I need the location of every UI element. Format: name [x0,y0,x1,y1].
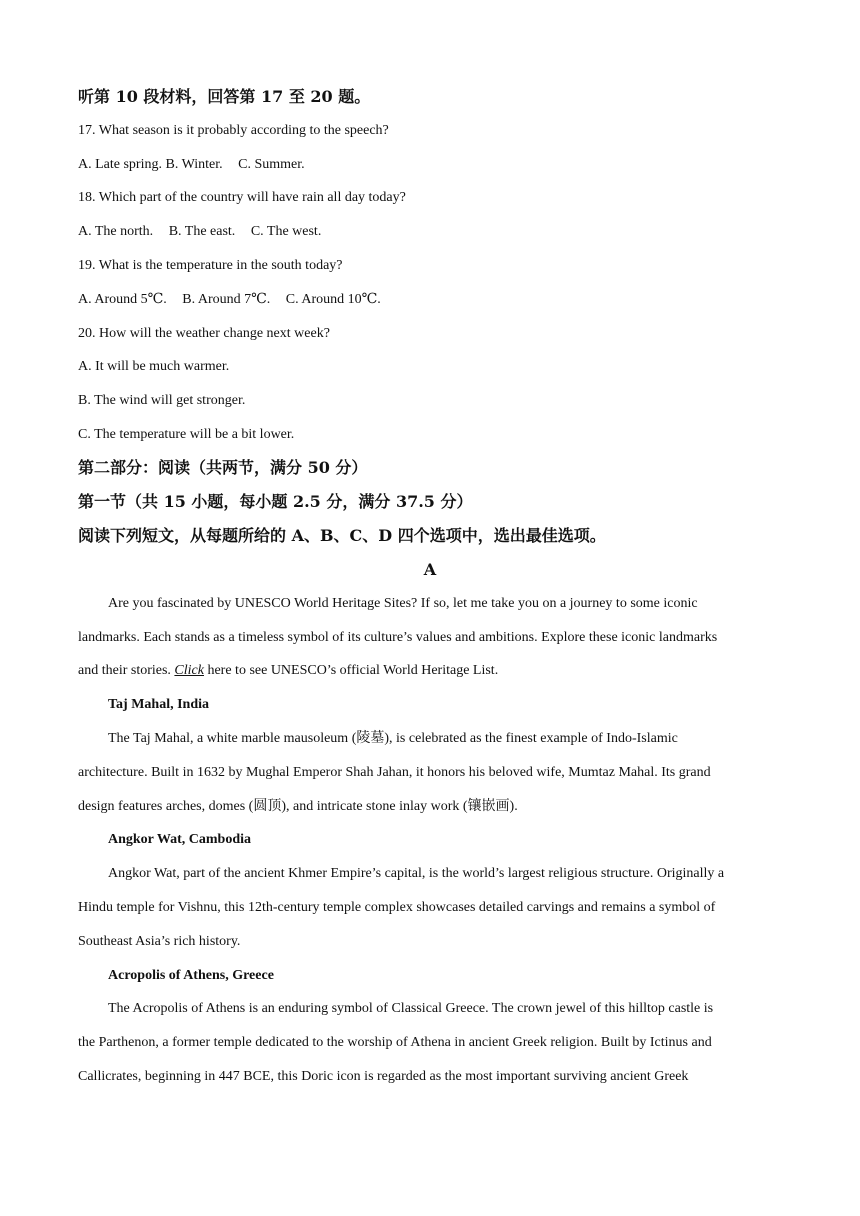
acropolis-line-1: The Acropolis of Athens is an enduring symbol of Classical Greece. The crown jewel of this hilltop castle is [108,1001,714,1016]
acropolis-line-2: the Parthenon, a former temple dedicated to the worship of Athena in ancient Greek religion. Built by Ictinus and [78,1035,712,1050]
site-title-angkor-wat: Angkor Wat, Cambodia [108,832,252,847]
option-c: C. Around 10℃. [285,292,381,307]
reading-instruction: 阅读下列短文，从每题所给的 A、B、C、D 四个选项中，选出最佳选项。 [78,526,606,545]
link-suffix: here to see UNESCO’s official World Heritage List. [203,663,499,678]
reading-section-title: 第一节（共 15 小题，每小题 2.5 分，满分 37.5 分） [78,492,473,511]
intro-line-1: Are you fascinated by UNESCO World Heritage Sites? If so, let me take you on a journey to some iconic [108,596,698,611]
question-19-options [78,290,778,310]
option-b: B. Around 7℃. [182,292,271,307]
taj-mahal-line-2: architecture. Built in 1632 by Mughal Emperor Shah Jahan, it honors his beloved wife, Mumtaz Mahal. Its grand [78,765,711,780]
option-b: B. Winter. [165,157,223,172]
angkor-wat-line-2: Hindu temple for Vishnu, this 12th-century temple complex showcases detailed carvings and remains a symbol of [78,900,716,915]
intro-line-3 [78,661,778,681]
question-20-option-c: C. The temperature will be a bit lower. [78,427,295,442]
site-title-acropolis: Acropolis of Athens, Greece [108,968,274,983]
option-b: B. The east. [168,224,236,239]
acropolis-line-3: Callicrates, beginning in 447 BCE, this Doric icon is regarded as the most important surviving ancient Greek [78,1069,689,1084]
taj-mahal-line-1: The Taj Mahal, a white marble mausoleum (陵墓), is celebrated as the finest example of Indo-Islamic [108,731,678,746]
option-a: A. Late spring. [78,157,162,172]
intro-line-2: landmarks. Each stands as a timeless symbol of its culture’s values and ambitions. Explore these iconic landmarks [78,630,718,645]
world-heritage-list-link[interactable]: Click [174,663,204,678]
option-c: C. Summer. [238,157,305,172]
question-20-stem: 20. How will the weather change next week? [78,326,330,341]
listening-section-header: 听第 10 段材料，回答第 17 至 20 题。 [78,87,371,106]
option-a: A. Around 5℃. [78,292,167,307]
option-c: C. The west. [250,224,322,239]
reading-part-title: 第二部分：阅读（共两节，满分 50 分） [78,458,368,477]
passage-label: A [423,560,437,579]
intro-line-3-text: and their stories. [78,663,171,678]
taj-mahal-line-3: design features arches, domes (圆顶), and intricate stone inlay work (镶嵌画). [78,799,518,814]
question-18-options [78,222,778,242]
question-19-stem: 19. What is the temperature in the south today? [78,258,343,273]
angkor-wat-line-3: Southeast Asia’s rich history. [78,934,241,949]
option-a: A. The north. [78,224,154,239]
question-20-option-a: A. It will be much warmer. [78,359,230,374]
question-17-options [78,155,778,175]
site-title-taj-mahal: Taj Mahal, India [108,697,210,712]
question-18-stem: 18. Which part of the country will have rain all day today? [78,190,406,205]
question-17-stem: 17. What season is it probably according to the speech? [78,123,389,138]
question-20-option-b: B. The wind will get stronger. [78,393,246,408]
angkor-wat-line-1: Angkor Wat, part of the ancient Khmer Empire’s capital, is the world’s largest religious structure. Originally a [108,866,725,881]
